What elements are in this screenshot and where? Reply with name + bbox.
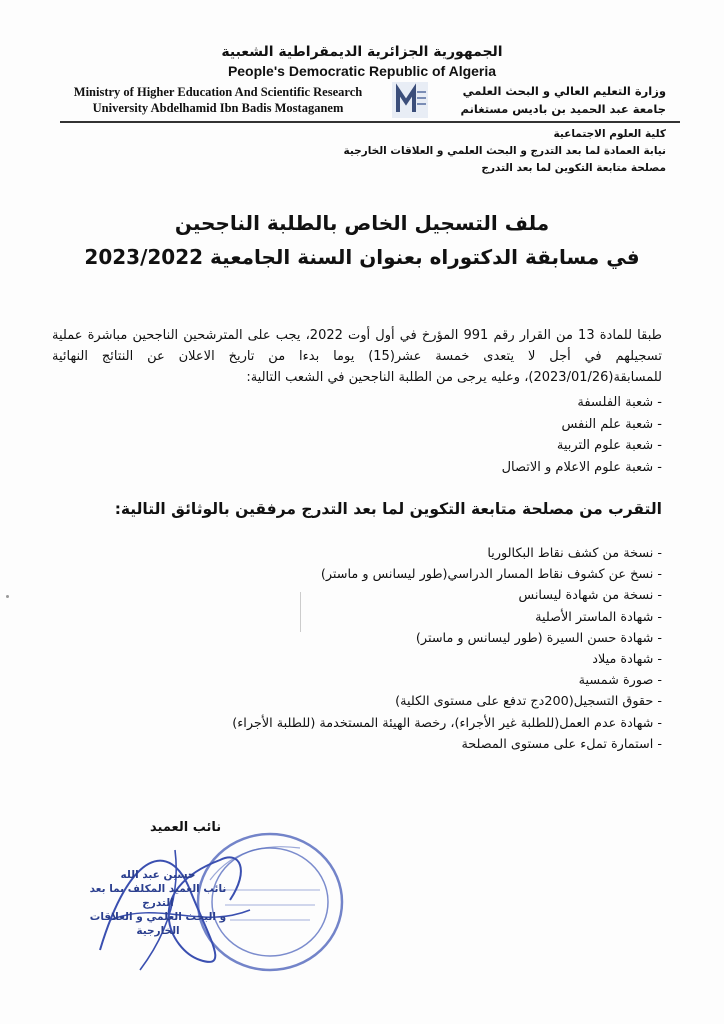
list-item: - شعبة الفلسفة <box>577 395 662 410</box>
title-line-1: ملف التسجيل الخاص بالطلبة الناجحين <box>174 211 550 235</box>
documents-subheading: التقرب من مصلحة متابعة التكوين لما بعد التدرج مرفقين بالوثائق التالية: <box>114 500 662 518</box>
header-ar-university: جامعة عبد الحميد بن باديس مستغانم <box>460 102 666 116</box>
list-item: - صورة شمسية <box>578 673 662 689</box>
scan-artifact-line <box>300 592 301 632</box>
list-item: - شهادة الماستر الأصلية <box>535 609 662 625</box>
list-item: - شعبة علوم الاعلام و الاتصال <box>501 459 662 475</box>
header-ar-ministry: وزارة التعليم العالي و البحث العلمي <box>462 84 666 98</box>
header-ar-republic: الجمهورية الجزائرية الديمقراطية الشعبية <box>221 44 503 60</box>
documents-list <box>162 543 662 755</box>
document-title <box>60 206 664 274</box>
header-en-block <box>68 84 368 116</box>
list-item: - نسخة من كشف نقاط البكالوريا <box>487 546 662 561</box>
header-en-university: University Abdelhamid Ibn Badis Mostaganem <box>92 101 344 115</box>
list-item: - نسخة من شهادة ليسانس <box>518 588 662 604</box>
faculty-block <box>246 126 666 177</box>
signer-role-1: نائب العميد المكلف بما بعد التدرج <box>89 883 227 909</box>
signer-name: حسين عبد الله <box>120 869 196 881</box>
list-item: - شهادة حسن السيرة (طور ليسانس و ماستر) <box>415 630 662 646</box>
signer-role-2: و البحث العلمي و العلاقات الخارجية <box>89 911 227 937</box>
list-item: - استمارة تملء على مستوى المصلحة <box>461 736 662 752</box>
list-item: - شهادة ميلاد <box>592 652 662 668</box>
header-en-republic: People's Democratic Republic of Algeria <box>227 63 497 79</box>
header-ar-block <box>416 82 666 118</box>
scan-artifact-dot <box>6 595 9 598</box>
list-item: - شهادة عدم العمل(للطلبة غير الأجراء)، رخصة الهيئة المستخدمة (للطلبة الأجراء) <box>232 715 662 731</box>
list-item: - شعبة علوم التربية <box>556 438 662 453</box>
faculty-line-2: نيابة العمادة لما بعد التدرج و البحث العلمي و العلاقات الخارجية <box>343 145 666 157</box>
intro-paragraph: طبقا للمادة 13 من القرار رقم 991 المؤرخ في أول أوت 2022، يجب على المترشحين الناجحين مباشرة عملية تسجيلهم في أجل لا يتعدى خمسة عشر(15) يوما بدءا من تاريخ الاعلان عن النتائج النهائية للمسابقة(2023/01/26)، وعليه يرجى من الطلبة الناجحين في الشعب التالية: <box>52 328 662 385</box>
faculty-line-3: مصلحة متابعة التكوين لما بعد التدرج <box>481 162 666 174</box>
title-line-2: في مسابقة الدكتوراه بعنوان السنة الجامعية 2023/2022 <box>84 245 640 269</box>
faculty-line-1: كلية العلوم الاجتماعية <box>553 128 666 140</box>
list-item: - شعبة علم النفس <box>561 416 662 432</box>
header-divider <box>60 121 680 123</box>
header-en-ministry: Ministry of Higher Education And Scientific Research <box>73 85 363 99</box>
list-item: - حقوق التسجيل(200دج تدفع على مستوى الكلية) <box>395 694 662 710</box>
signer-block <box>88 868 228 938</box>
deputy-title: نائب العميد <box>150 820 222 835</box>
branches-list <box>362 392 662 478</box>
list-item: - نسخ عن كشوف نقاط المسار الدراسي(طور ليسانس و ماستر) <box>320 567 662 583</box>
